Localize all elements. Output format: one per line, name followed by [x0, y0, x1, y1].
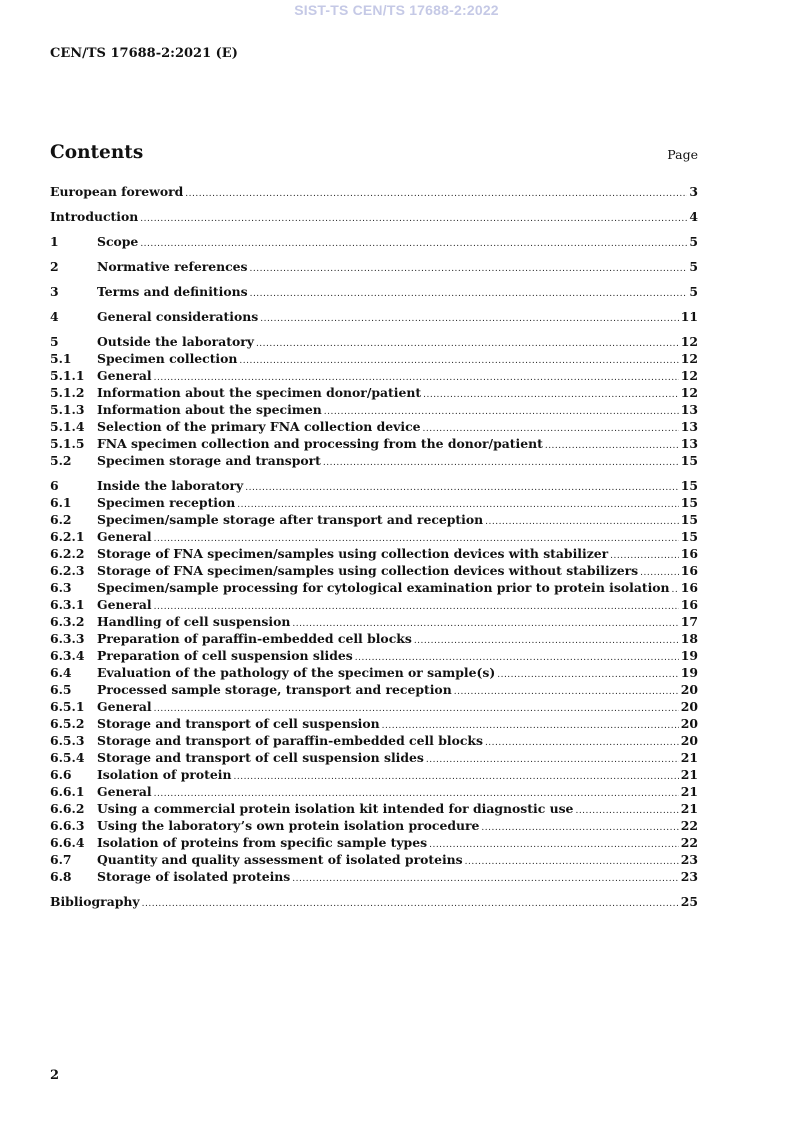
toc-entry-title[interactable]: Scope — [97, 234, 139, 249]
toc-entry[interactable] — [50, 715, 698, 732]
dot-leader — [497, 667, 679, 684]
dot-leader — [256, 336, 679, 353]
toc-entry-page: 11 — [680, 309, 698, 324]
dot-leader — [292, 871, 678, 888]
toc-entry-page: 13 — [680, 402, 698, 417]
toc-entry-page: 15 — [680, 495, 698, 510]
toc-entry[interactable] — [50, 834, 698, 851]
dot-leader — [423, 387, 679, 404]
toc-entry-page: 5 — [689, 259, 698, 274]
toc-entry[interactable] — [50, 647, 698, 664]
table-of-contents — [50, 183, 698, 910]
toc-entry-title[interactable]: Preparation of paraffin-embedded cell blocks — [97, 631, 412, 646]
dot-leader — [239, 353, 678, 370]
toc-entry-number: 5.2 — [50, 453, 72, 468]
toc-entry-number: 6.1 — [50, 495, 72, 510]
toc-entry-title[interactable]: General — [97, 529, 152, 544]
toc-entry-page: 3 — [689, 184, 698, 199]
toc-entry-page: 19 — [680, 665, 698, 680]
toc-entry-title[interactable]: Quantity and quality assessment of isolated proteins — [97, 852, 463, 867]
toc-entry-number: 6.4 — [50, 665, 72, 680]
toc-entry-title[interactable]: Storage of isolated proteins — [97, 869, 291, 884]
toc-entry-page: 4 — [689, 209, 698, 224]
toc-entry-page: 13 — [680, 419, 698, 434]
dot-leader — [323, 455, 679, 472]
toc-entry-number: 6.3.1 — [50, 597, 85, 612]
dot-leader — [142, 896, 679, 913]
toc-entry[interactable] — [50, 367, 698, 384]
toc-entry[interactable] — [50, 528, 698, 545]
toc-entry[interactable] — [50, 494, 698, 511]
toc-entry[interactable] — [50, 418, 698, 435]
toc-entry-title[interactable]: General — [97, 368, 152, 383]
toc-entry-number: 6.3.4 — [50, 648, 85, 663]
toc-entry-title[interactable]: Selection of the primary FNA collection device — [97, 419, 421, 434]
toc-entry-number: 6.2.3 — [50, 563, 85, 578]
toc-entry-page: 16 — [680, 597, 698, 612]
toc-entry[interactable] — [50, 208, 698, 225]
toc-entry[interactable] — [50, 477, 698, 494]
toc-entry-title[interactable]: Inside the laboratory — [97, 478, 244, 493]
dot-leader — [140, 236, 687, 253]
dot-leader — [429, 837, 679, 854]
toc-entry-page: 21 — [680, 801, 698, 816]
toc-entry-page: 22 — [680, 835, 698, 850]
dot-leader — [485, 735, 679, 752]
toc-entry-title[interactable]: General — [97, 699, 152, 714]
toc-entry-title[interactable]: Introduction — [50, 209, 139, 224]
dot-leader — [672, 582, 679, 599]
toc-entry[interactable] — [50, 766, 698, 783]
toc-entry-page: 20 — [680, 733, 698, 748]
toc-entry-title[interactable]: Storage and transport of cell suspension slides — [97, 750, 424, 765]
toc-entry-title[interactable]: Terms and definitions — [97, 284, 248, 299]
toc-entry-number: 6.3.3 — [50, 631, 85, 646]
toc-entry-number: 5.1.3 — [50, 402, 85, 417]
toc-entry-title[interactable]: Information about the specimen — [97, 402, 322, 417]
dot-leader — [545, 438, 679, 455]
dot-leader — [250, 261, 688, 278]
toc-entry-number: 6.8 — [50, 869, 72, 884]
toc-entry[interactable] — [50, 545, 698, 562]
dot-leader — [414, 633, 679, 650]
toc-entry-page: 21 — [680, 767, 698, 782]
toc-entry[interactable] — [50, 817, 698, 834]
toc-entry[interactable] — [50, 308, 698, 325]
toc-entry-title[interactable]: Normative references — [97, 259, 248, 274]
toc-entry[interactable] — [50, 893, 698, 910]
toc-entry-page: 21 — [680, 784, 698, 799]
toc-entry[interactable] — [50, 851, 698, 868]
toc-entry[interactable] — [50, 800, 698, 817]
toc-entry-title[interactable]: Isolation of proteins from specific sample types — [97, 835, 428, 850]
dot-leader — [185, 186, 687, 203]
toc-entry-number: 6.6.3 — [50, 818, 85, 833]
toc-entry-page: 23 — [680, 852, 698, 867]
dot-leader — [233, 769, 678, 786]
page-number: 2 — [50, 1068, 60, 1083]
toc-entry-page: 21 — [680, 750, 698, 765]
toc-entry-page: 5 — [689, 234, 698, 249]
toc-entry[interactable] — [50, 283, 698, 300]
toc-entry-number: 5.1 — [50, 351, 72, 366]
toc-entry[interactable] — [50, 258, 698, 275]
dot-leader — [575, 803, 678, 820]
toc-entry-title[interactable]: Specimen collection — [97, 351, 238, 366]
toc-entry-title[interactable]: Bibliography — [50, 894, 140, 909]
toc-entry-title[interactable]: Storage of FNA specimen/samples using collection devices without stabilizers — [97, 563, 639, 578]
dot-leader — [245, 480, 679, 497]
toc-entry-number: 2 — [50, 259, 59, 274]
toc-entry-number: 6.5.2 — [50, 716, 85, 731]
toc-entry-page: 15 — [680, 529, 698, 544]
toc-entry-title[interactable]: Storage and transport of cell suspension — [97, 716, 380, 731]
toc-entry[interactable] — [50, 579, 698, 596]
toc-entry-number: 6.5.4 — [50, 750, 85, 765]
toc-entry-number: 6 — [50, 478, 59, 493]
toc-entry-page: 15 — [680, 478, 698, 493]
toc-entry-number: 5.1.5 — [50, 436, 85, 451]
toc-entry-number: 6.6.1 — [50, 784, 85, 799]
toc-entry-title[interactable]: Specimen/sample processing for cytological examination prior to protein isolation — [97, 580, 670, 595]
toc-entry-number: 6.2.2 — [50, 546, 85, 561]
dot-leader — [454, 684, 679, 701]
toc-entry[interactable] — [50, 435, 698, 452]
toc-entry-title[interactable]: Specimen reception — [97, 495, 236, 510]
toc-entry-title[interactable]: Processed sample storage, transport and reception — [97, 682, 452, 697]
toc-entry-page: 17 — [680, 614, 698, 629]
toc-entry-page: 19 — [680, 648, 698, 663]
toc-entry-title[interactable]: European foreword — [50, 184, 184, 199]
toc-entry-page: 16 — [680, 546, 698, 561]
toc-entry[interactable] — [50, 749, 698, 766]
toc-entry-page: 12 — [680, 334, 698, 349]
toc-entry-title[interactable]: Evaluation of the pathology of the specimen or sample(s) — [97, 665, 496, 680]
toc-entry-number: 6.5 — [50, 682, 72, 697]
toc-entry[interactable] — [50, 630, 698, 647]
toc-entry-page: 22 — [680, 818, 698, 833]
toc-entry[interactable] — [50, 732, 698, 749]
toc-entry[interactable] — [50, 183, 698, 200]
toc-entry-number: 1 — [50, 234, 59, 249]
dot-leader — [465, 854, 679, 871]
contents-title: Contents — [50, 142, 144, 163]
toc-entry-page: 16 — [680, 580, 698, 595]
toc-entry-number: 5.1.2 — [50, 385, 85, 400]
toc-entry-title[interactable]: Information about the specimen donor/patient — [97, 385, 422, 400]
document-id: CEN/TS 17688-2:2021 (E) — [50, 46, 238, 61]
toc-entry-number: 6.3 — [50, 580, 72, 595]
toc-entry[interactable] — [50, 384, 698, 401]
toc-entry[interactable] — [50, 333, 698, 350]
toc-entry-page: 15 — [680, 453, 698, 468]
toc-entry-title[interactable]: Storage and transport of paraffin-embedded cell blocks — [97, 733, 483, 748]
toc-entry-number: 6.6.4 — [50, 835, 85, 850]
toc-entry-number: 4 — [50, 309, 59, 324]
toc-entry-page: 20 — [680, 716, 698, 731]
toc-entry-number: 6.6 — [50, 767, 72, 782]
toc-entry-page: 23 — [680, 869, 698, 884]
page-column-label: Page — [667, 147, 698, 162]
dot-leader — [426, 752, 679, 769]
toc-entry-number: 6.5.3 — [50, 733, 85, 748]
toc-entry[interactable] — [50, 233, 698, 250]
toc-entry-page: 5 — [689, 284, 698, 299]
toc-entry[interactable] — [50, 868, 698, 885]
toc-entry-page: 15 — [680, 512, 698, 527]
toc-entry-number: 6.2.1 — [50, 529, 85, 544]
toc-entry-number: 6.3.2 — [50, 614, 85, 629]
dot-leader — [481, 820, 678, 837]
toc-entry-number: 5.1.1 — [50, 368, 85, 383]
toc-entry-number: 6.6.2 — [50, 801, 85, 816]
toc-entry-page: 12 — [680, 385, 698, 400]
toc-entry[interactable] — [50, 596, 698, 613]
toc-entry-page: 13 — [680, 436, 698, 451]
toc-entry-title[interactable]: Handling of cell suspension — [97, 614, 291, 629]
toc-entry-title[interactable]: Preparation of cell suspension slides — [97, 648, 353, 663]
toc-entry[interactable] — [50, 562, 698, 579]
toc-entry-number: 5 — [50, 334, 59, 349]
toc-entry-number: 6.7 — [50, 852, 72, 867]
toc-entry[interactable] — [50, 783, 698, 800]
toc-entry[interactable] — [50, 664, 698, 681]
toc-entry-title[interactable]: Using a commercial protein isolation kit intended for diagnostic use — [97, 801, 574, 816]
toc-entry[interactable] — [50, 452, 698, 469]
toc-entry-page: 20 — [680, 682, 698, 697]
dot-leader — [140, 211, 687, 228]
toc-entry-title[interactable]: General considerations — [97, 309, 259, 324]
toc-entry[interactable] — [50, 511, 698, 528]
toc-entry-page: 18 — [680, 631, 698, 646]
toc-entry-title[interactable]: Specimen/sample storage after transport and reception — [97, 512, 484, 527]
toc-entry-page: 25 — [680, 894, 698, 909]
toc-entry-page: 12 — [680, 351, 698, 366]
toc-entry-title[interactable]: Outside the laboratory — [97, 334, 254, 349]
toc-entry-title[interactable]: General — [97, 784, 152, 799]
toc-entry[interactable] — [50, 350, 698, 367]
toc-entry-title[interactable]: FNA specimen collection and processing from the donor/patient — [97, 436, 543, 451]
toc-entry-number: 6.5.1 — [50, 699, 85, 714]
toc-entry[interactable] — [50, 681, 698, 698]
dot-leader — [260, 311, 679, 328]
toc-entry-page: 20 — [680, 699, 698, 714]
toc-entry[interactable] — [50, 698, 698, 715]
toc-entry[interactable] — [50, 401, 698, 418]
toc-entry[interactable] — [50, 613, 698, 630]
dot-leader — [250, 286, 688, 303]
toc-entry-title[interactable]: General — [97, 597, 152, 612]
watermark: SIST-TS CEN/TS 17688-2:2022 — [294, 2, 499, 18]
dot-leader — [485, 514, 679, 531]
toc-entry-title[interactable]: Isolation of protein — [97, 767, 232, 782]
toc-entry-title[interactable]: Specimen storage and transport — [97, 453, 321, 468]
toc-entry-title[interactable]: Storage of FNA specimen/samples using collection devices with stabilizer — [97, 546, 609, 561]
toc-entry-page: 12 — [680, 368, 698, 383]
toc-entry-number: 3 — [50, 284, 59, 299]
toc-entry-number: 6.2 — [50, 512, 72, 527]
toc-entry-page: 16 — [680, 563, 698, 578]
toc-entry-title[interactable]: Using the laboratory’s own protein isolation procedure — [97, 818, 480, 833]
toc-entry-number: 5.1.4 — [50, 419, 85, 434]
